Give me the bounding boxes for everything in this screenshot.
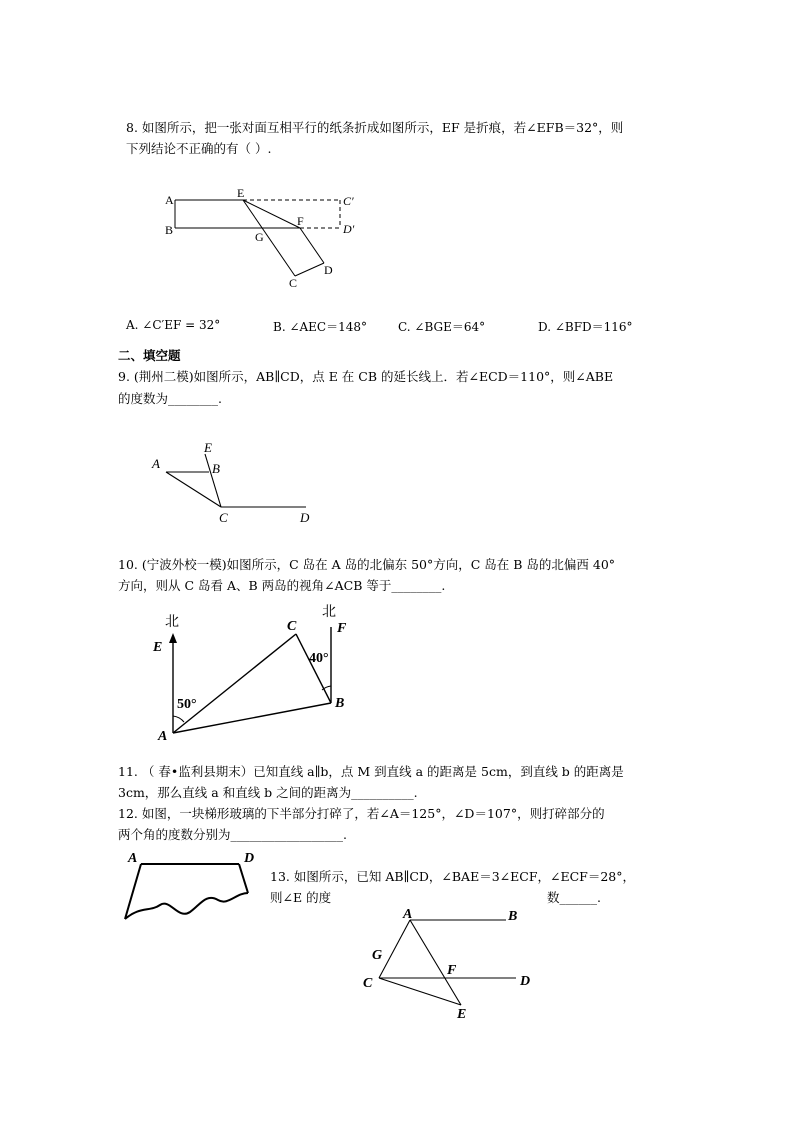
q8-label-C: C xyxy=(289,276,298,290)
q9-label-A: A xyxy=(152,456,160,471)
q8-label-Dprime: D′ xyxy=(343,222,355,236)
q13-label-G: G xyxy=(372,948,383,963)
q9-label-D: D xyxy=(300,510,310,525)
q13-text-line2a: 则∠E 的度 xyxy=(270,890,332,905)
q12-label-A: A xyxy=(128,851,138,866)
q13-label-C: C xyxy=(363,976,373,991)
q10-label-C: C xyxy=(287,619,297,634)
q12-text-line2: 两个角的度数分别为__________________. xyxy=(118,827,347,842)
q9-text-line1: 9. (荆州二模)如图所示，AB∥CD，点 E 在 CB 的延长线上．若∠ECD＝110°，则∠ABE xyxy=(118,369,614,384)
q8-label-G: G xyxy=(255,230,264,244)
q10-label-north1: 北 xyxy=(165,615,179,630)
q9-label-E: E xyxy=(204,440,212,455)
q8-label-D: D xyxy=(324,263,333,277)
q8-option-d: D. ∠BFD＝116° xyxy=(538,320,633,334)
q10-text-line2: 方向，则从 C 岛看 A、B 两岛的视角∠ACB 等于________. xyxy=(118,578,446,593)
q8-option-a: A. ∠C′EF = 32° xyxy=(126,318,221,332)
q10-label-B: B xyxy=(335,696,345,711)
q10-label-A: A xyxy=(158,729,168,744)
q13-label-E: E xyxy=(457,1007,467,1022)
q11-text-line1: 11. （ 春•监利县期末）已知直线 a∥b，点 M 到直线 a 的距离是 5cm，到直线 b 的距离是 xyxy=(118,764,624,779)
q13-label-A: A xyxy=(403,907,413,922)
q12-text-line1: 12. 如图，一块梯形玻璃的下半部分打碎了，若∠A＝125°，∠D＝107°，则打碎部分的 xyxy=(118,806,605,821)
q13-text-line1: 13. 如图所示，已知 AB∥CD，∠BAE＝3∠ECF，∠ECF＝28°， xyxy=(270,869,635,884)
q10-label-north2: 北 xyxy=(322,605,336,620)
q8-option-c: C. ∠BGE＝64° xyxy=(398,320,486,334)
q10-label-E: E xyxy=(153,640,163,655)
q10-label-angle40: 40° xyxy=(309,651,329,666)
q13-text-line2b: 数______. xyxy=(547,890,601,905)
q10-label-angle50: 50° xyxy=(177,697,197,712)
q8-label-A: A xyxy=(165,193,174,207)
q10-label-F: F xyxy=(337,621,347,636)
q10-text-line1: 10. (宁波外校一模)如图所示，C 岛在 A 岛的北偏东 50°方向，C 岛在 B 岛的北偏西 40° xyxy=(118,557,616,572)
q12-label-D: D xyxy=(244,851,255,866)
q8-label-E: E xyxy=(237,186,245,200)
q9-text-line2: 的度数为________. xyxy=(118,391,222,406)
q13-label-D: D xyxy=(520,974,531,989)
q9-label-B: B xyxy=(212,461,220,476)
q8-label-F: F xyxy=(297,214,304,228)
q8-label-B: B xyxy=(165,223,174,237)
q9-label-C: C xyxy=(219,510,228,525)
q11-text-line2: 3cm，那么直线 a 和直线 b 之间的距离为__________. xyxy=(118,785,418,800)
q8-text-line1: 8. 如图所示，把一张对面互相平行的纸条折成如图所示，EF 是折痕，若∠EFB＝32°，则 xyxy=(126,120,624,135)
q8-text-line2: 下列结论不正确的有（ ）. xyxy=(126,141,272,156)
q13-label-B: B xyxy=(508,909,518,924)
q8-label-Cprime: C′ xyxy=(343,194,354,208)
section-heading-fill-blank: 二、填空题 xyxy=(118,348,181,363)
q8-option-b: B. ∠AEC＝148° xyxy=(273,320,368,334)
q13-label-F: F xyxy=(447,963,457,978)
